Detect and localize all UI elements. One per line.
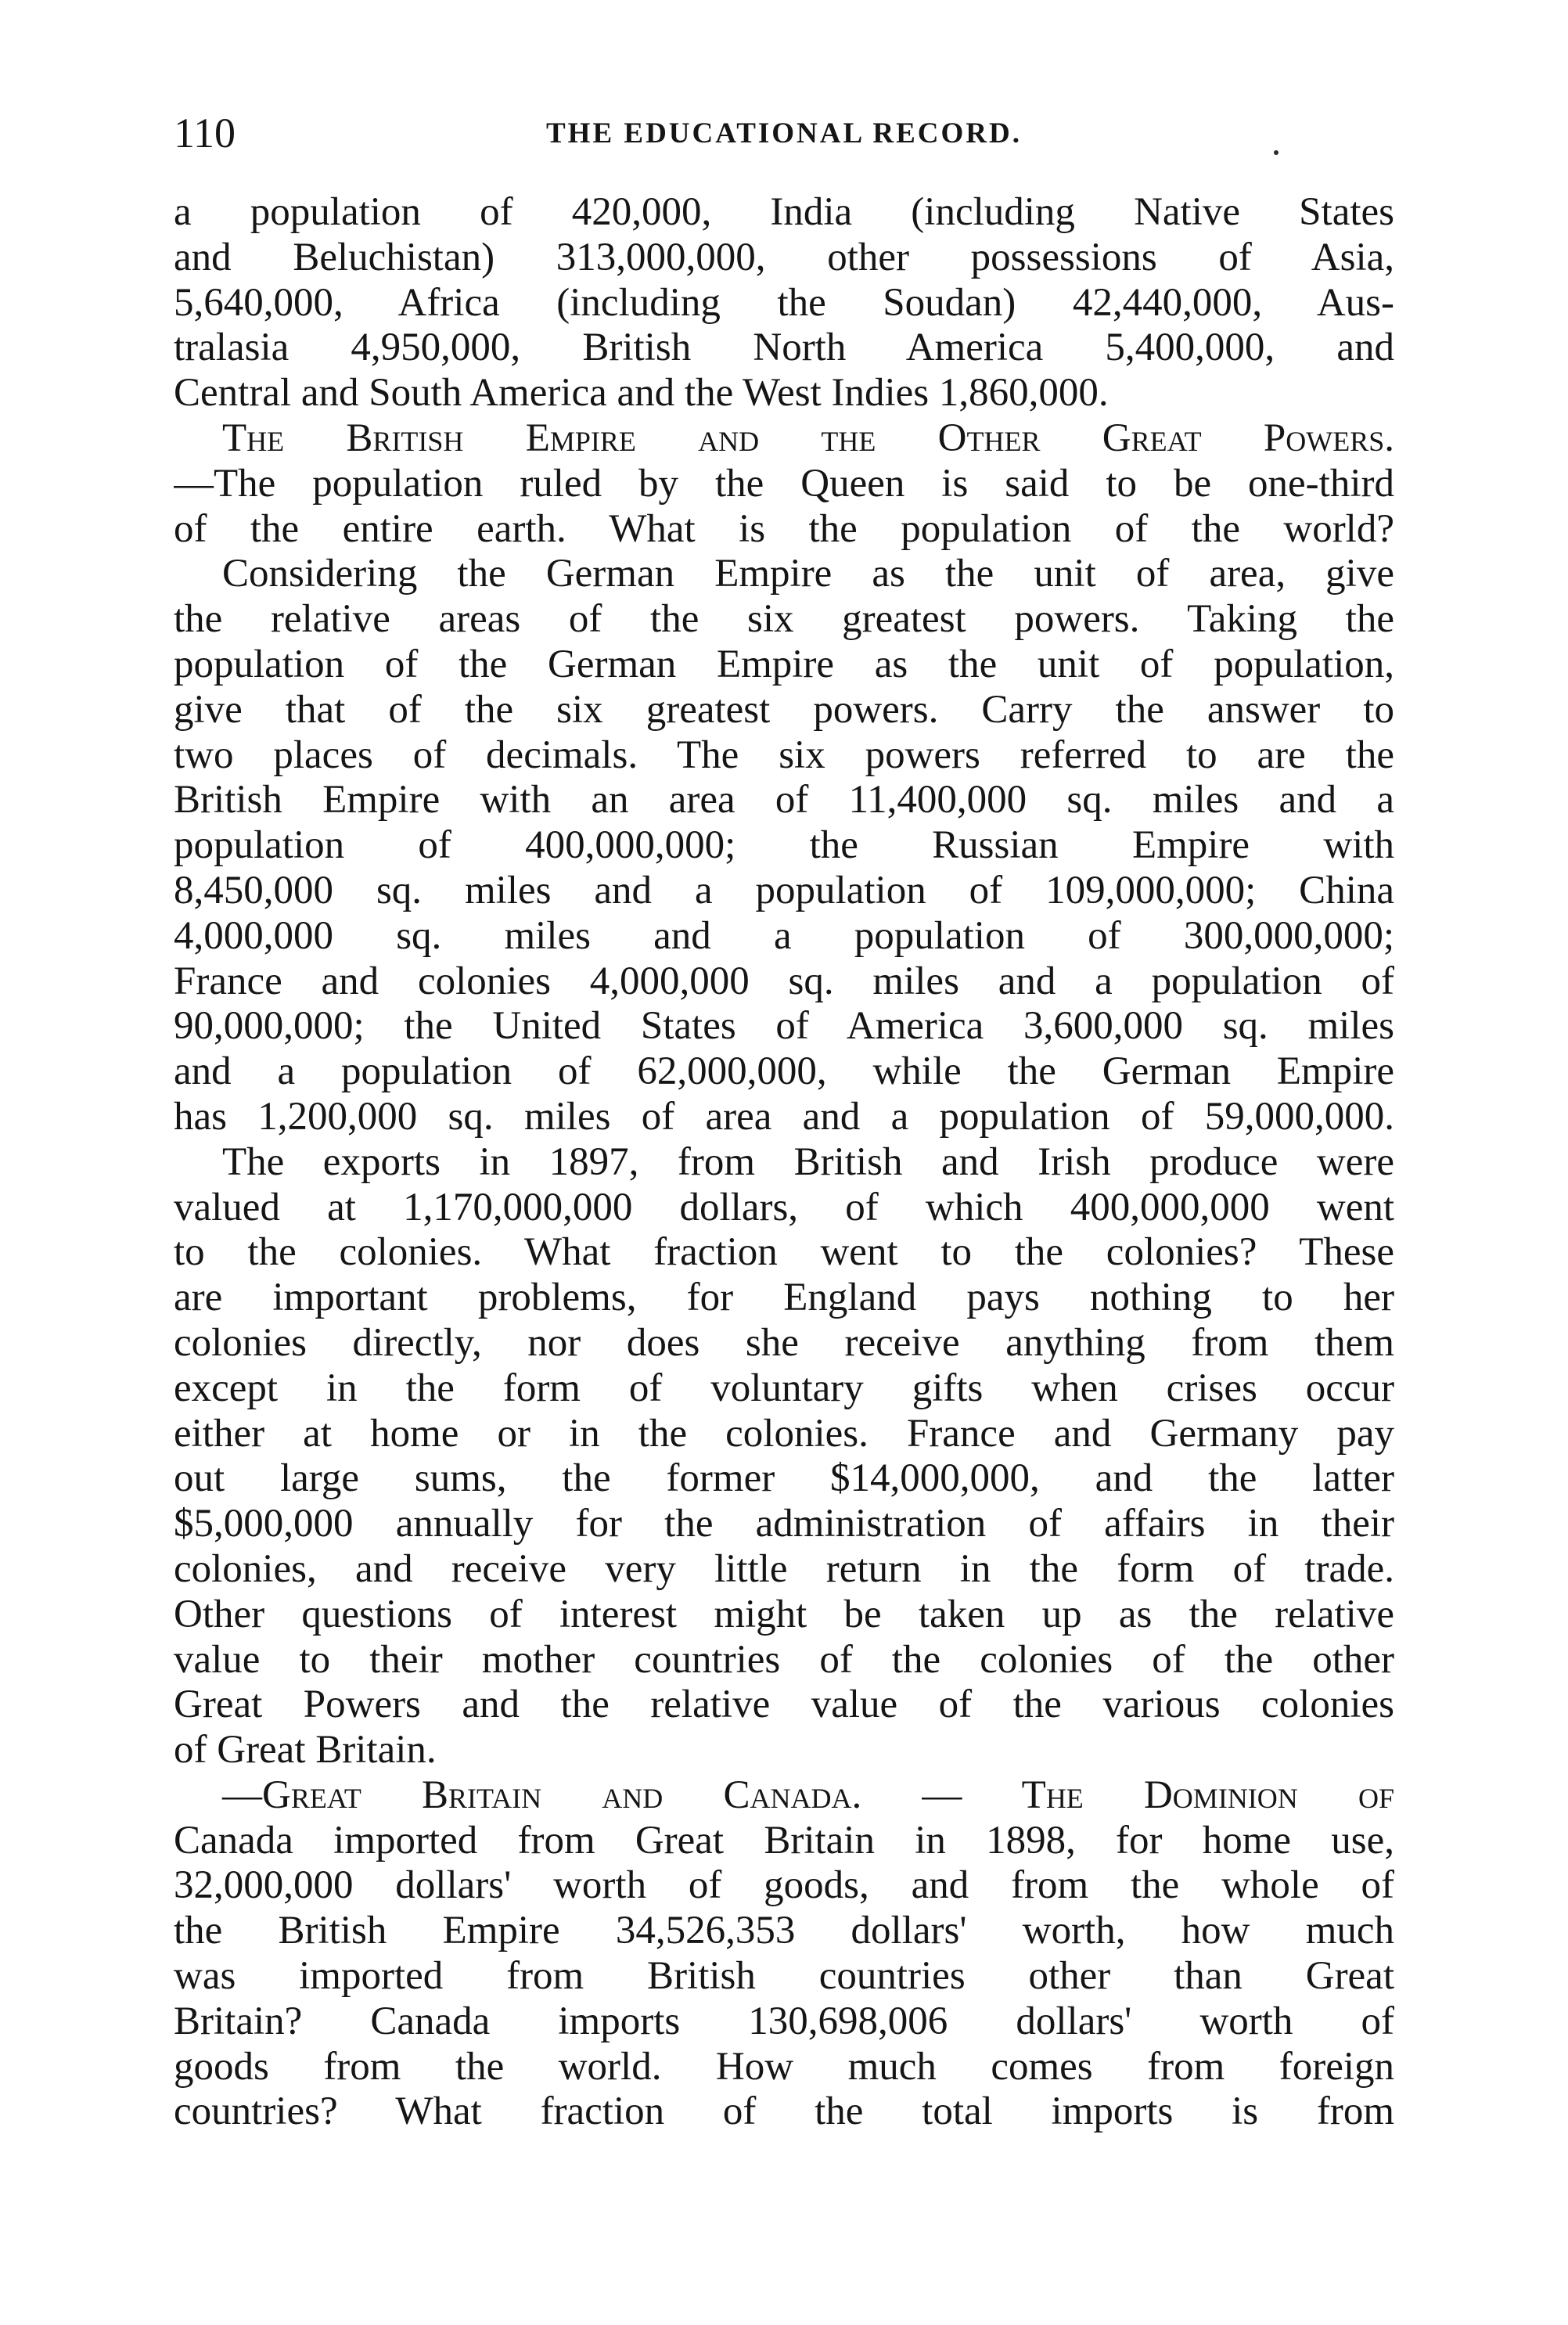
text-line: to the colonies. What fraction went to the colonies? These [174,1230,1394,1275]
text-line: 32,000,000 dollars' worth of goods, and from the whole of [174,1863,1394,1908]
text-line: Considering the German Empire as the unit of area, give [222,552,1394,596]
section-heading: —Great Britain and Canada. — The Dominion of [222,1773,1394,1817]
text-line: either at home or in the colonies. France and Germany pay [174,1411,1394,1456]
text-line: out large sums, the former $14,000,000, and the latter [174,1456,1394,1501]
text-line: colonies directly, nor does she receive anything from them [174,1320,1394,1365]
text-line: the relative areas of the six greatest powers. Taking the [174,597,1394,642]
text-line: population of 400,000,000; the Russian Empire with [174,823,1394,868]
text-line: population of the German Empire as the unit of population, [174,642,1394,686]
text-line: 8,450,000 sq. miles and a population of 109,000,000; China [174,868,1394,912]
text-line: Great Powers and the relative value of the various colonies [174,1683,1394,1727]
text-line: France and colonies 4,000,000 sq. miles and a population of [174,959,1394,1003]
text-line: two places of decimals. The six powers referred to are the [174,732,1394,777]
text-line: 90,000,000; the United States of America 3,600,000 sq. miles [174,1004,1394,1049]
text-line: value to their mother countries of the colonies of the other [174,1637,1394,1682]
text-line: tralasia 4,950,000, British North America 5,400,000, and [174,326,1394,370]
text-line: countries? What fraction of the total imports is from [174,2089,1394,2134]
text-line: The exports in 1897, from British and Irish produce were [222,1139,1394,1184]
section-heading: The British Empire and the Other Great Powers. [222,416,1394,460]
text-line: Central and South America and the West Indies 1,860,000. [174,371,1109,416]
text-line: British Empire with an area of 11,400,000 sq. miles and a [174,778,1394,822]
text-line: 4,000,000 sq. miles and a population of 300,000,000; [174,913,1394,958]
text-line: Britain? Canada imports 130,698,006 dollars' worth of [174,1999,1394,2043]
text-line: and Beluchistan) 313,000,000, other possessions of Asia, [174,235,1394,279]
text-line: the British Empire 34,526,353 dollars' worth, how much [174,1909,1394,1953]
text-line: give that of the six greatest powers. Carry the answer to [174,687,1394,732]
text-line: $5,000,000 annually for the administration of affairs in their [174,1502,1394,1546]
text-line: 5,640,000, Africa (including the Soudan) 42,440,000, Aus- [174,280,1394,325]
text-line: are important problems, for England pays nothing to her [174,1276,1394,1320]
body-text [174,190,1394,2135]
text-line: Canada imported from Great Britain in 1898, for home use, [174,1818,1394,1863]
text-line: of Great Britain. [174,1728,437,1773]
page-number: 110 [174,110,236,157]
text-line: of the entire earth. What is the population of the world? [174,506,1394,551]
text-line: goods from the world. How much comes from foreign [174,2044,1394,2089]
running-title: THE EDUCATIONAL RECORD. [546,117,1022,149]
print-speck [1274,150,1278,155]
text-line: valued at 1,170,000,000 dollars, of which 400,000,000 went [174,1185,1394,1229]
text-line: a population of 420,000, India (including Native States [174,190,1394,234]
page-header [174,110,1394,164]
text-line: colonies, and receive very little return in the form of trade. [174,1546,1394,1591]
text-line: was imported from British countries other than Great [174,1954,1394,1999]
text-line: except in the form of voluntary gifts when crises occur [174,1366,1394,1410]
text-line: and a population of 62,000,000, while the German Empire [174,1049,1394,1094]
text-line: has 1,200,000 sq. miles of area and a population of 59,000,000. [174,1094,1394,1139]
text-line: Other questions of interest might be taken up as the relative [174,1592,1394,1636]
text-line: —The population ruled by the Queen is said to be one-third [174,461,1394,506]
